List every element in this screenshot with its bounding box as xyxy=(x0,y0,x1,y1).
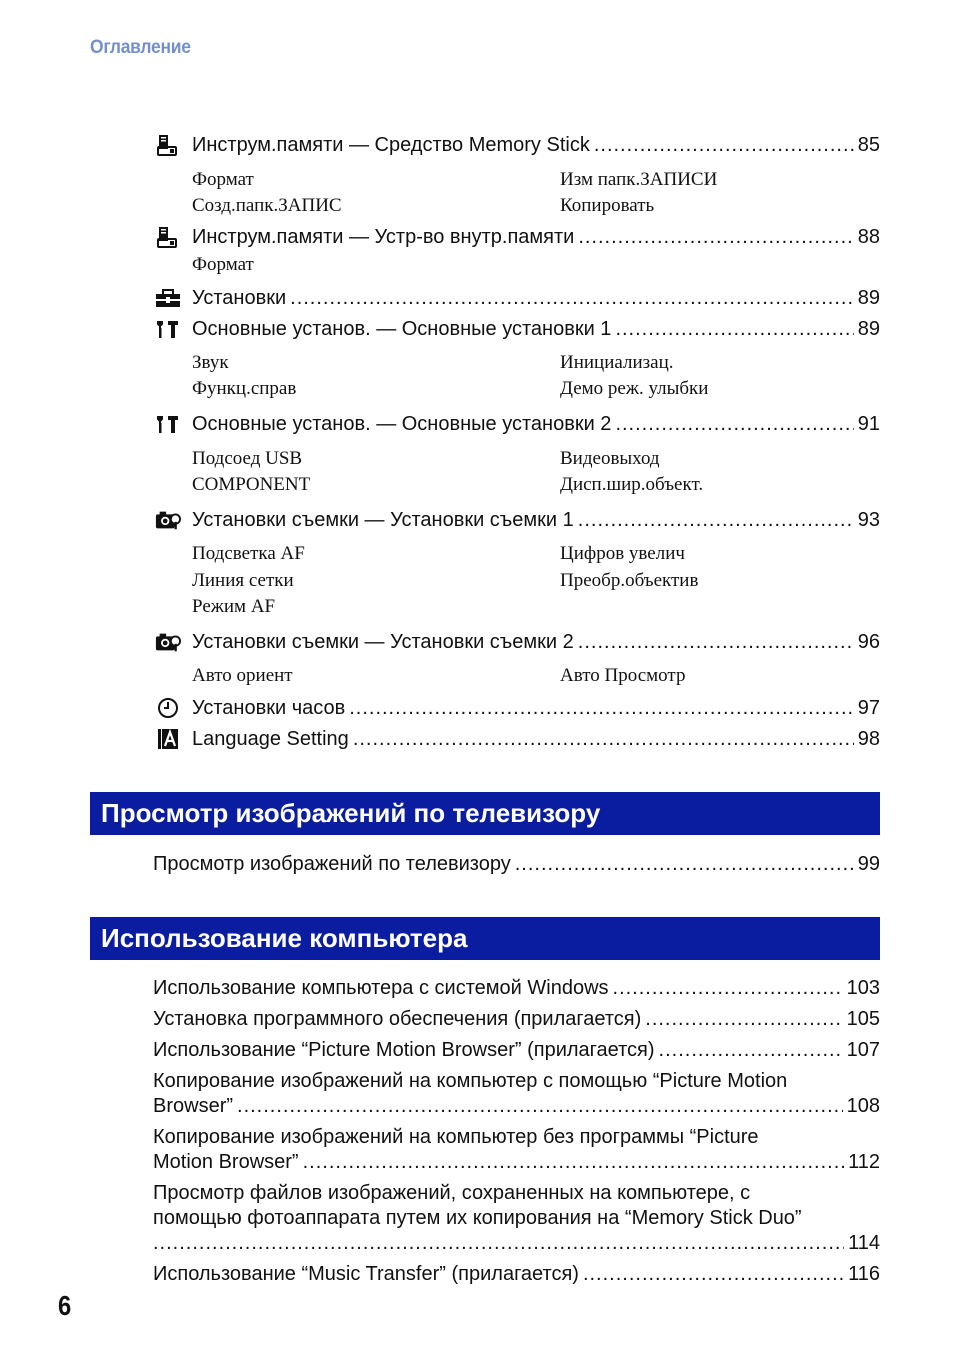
toc-entry-page: 96 xyxy=(857,631,880,653)
dot-leader xyxy=(659,1038,843,1062)
dot-leader xyxy=(349,696,854,720)
section-title-pc: Использование компьютера xyxy=(90,917,880,960)
toc-entry-page: 85 xyxy=(857,134,880,156)
subitem: Формат xyxy=(192,254,254,275)
dot-leader xyxy=(645,1007,842,1031)
toc-entry-label: Установки съемки — Установки съемки 1 xyxy=(192,509,574,531)
subitem: Копировать xyxy=(560,195,655,216)
camera-settings-icon xyxy=(155,630,181,654)
toc-entry[interactable] xyxy=(192,286,880,310)
subitem: Изм папк.ЗАПИСИ xyxy=(560,169,718,190)
toolbox-icon xyxy=(155,286,181,310)
internal-memory-tool-icon xyxy=(155,225,181,249)
header-title: Оглавление xyxy=(90,37,191,58)
page-number: 6 xyxy=(58,1290,72,1321)
toc-entry[interactable] xyxy=(192,696,880,720)
toc-entry-page: 116 xyxy=(848,1263,880,1285)
subitem: Цифров увелич xyxy=(560,543,685,564)
toc-entry-label: Инструм.памяти — Устр-во внутр.памяти xyxy=(192,226,575,248)
toc-entry[interactable] xyxy=(192,317,880,341)
toc-entry-page: 105 xyxy=(846,1008,880,1030)
subitem: Созд.папк.ЗАПИС xyxy=(192,195,342,216)
toc-entry-page: 112 xyxy=(848,1151,880,1173)
dot-leader xyxy=(615,317,853,341)
toc-entry-label: Установки часов xyxy=(192,697,346,719)
toc-entry-label: Motion Browser” xyxy=(153,1151,299,1173)
dot-leader xyxy=(303,1150,845,1174)
dot-leader xyxy=(615,412,853,436)
toc-entry-page: 107 xyxy=(846,1039,880,1061)
section-title-tv: Просмотр изображений по телевизору xyxy=(90,792,880,835)
toc-entry[interactable] xyxy=(192,630,880,654)
subitem: Демо реж. улыбки xyxy=(560,378,709,399)
toc-entry-label: Использование “Picture Motion Browser” (прилагается) xyxy=(153,1039,655,1061)
toc-entry[interactable] xyxy=(192,225,880,249)
dot-leader xyxy=(353,727,854,751)
toc-entry-page: 98 xyxy=(857,728,880,750)
subitem: Функц.справ xyxy=(192,378,297,399)
toc-entry-label: Использование “Music Transfer” (прилагается) xyxy=(153,1263,579,1285)
dot-leader xyxy=(613,976,843,1000)
toc-entry-page: 91 xyxy=(857,413,880,435)
subitem: Авто ориент xyxy=(192,665,293,686)
toc-entry[interactable] xyxy=(153,1038,880,1062)
language-icon xyxy=(155,727,181,751)
toc-entry[interactable] xyxy=(192,133,880,157)
clock-icon xyxy=(155,696,181,720)
toc-entry[interactable] xyxy=(153,1094,880,1118)
dot-leader xyxy=(290,286,854,310)
toc-entry-label: Основные установ. — Основные установки 2 xyxy=(192,413,612,435)
toc-entry-label: Просмотр изображений по телевизору xyxy=(153,853,511,875)
toc-entry[interactable] xyxy=(153,852,880,876)
subitem: Подсоед USB xyxy=(192,448,303,469)
toc-entry[interactable] xyxy=(153,1231,880,1255)
subitem: Преобр.объектив xyxy=(560,570,699,591)
toc-entry-page: 89 xyxy=(857,287,880,309)
toc-entry-page: 108 xyxy=(846,1095,880,1117)
toc-entry-page: 114 xyxy=(848,1232,880,1254)
toc-entry-page: 93 xyxy=(857,509,880,531)
toc-entry-label: Установки xyxy=(192,287,287,309)
subitem: Линия сетки xyxy=(192,570,294,591)
dot-leader xyxy=(583,1262,844,1286)
dot-leader xyxy=(515,852,854,876)
memory-stick-tool-icon xyxy=(155,133,181,157)
subitem: Режим AF xyxy=(192,596,276,617)
toc-entry-label: Browser” xyxy=(153,1095,234,1117)
subitem: Подсветка AF xyxy=(192,543,305,564)
dot-leader xyxy=(237,1094,843,1118)
toc-entry[interactable] xyxy=(192,727,880,751)
toc-entry-label: Установки съемки — Установки съемки 2 xyxy=(192,631,574,653)
subitem: Формат xyxy=(192,169,254,190)
toc-entry[interactable] xyxy=(192,508,880,532)
toc-entry-label: Установка программного обеспечения (прилагается) xyxy=(153,1008,642,1030)
subitem: Авто Просмотр xyxy=(560,665,686,686)
toc-entry[interactable] xyxy=(192,412,880,436)
dot-leader xyxy=(578,630,854,654)
toc-entry-label-line[interactable]: Копирование изображений на компьютер с помощью “Picture Motion xyxy=(153,1070,788,1092)
toc-entry[interactable] xyxy=(153,1007,880,1031)
toc-entry-page: 97 xyxy=(857,697,880,719)
toc-entry[interactable] xyxy=(153,1150,880,1174)
main-settings-icon xyxy=(155,412,181,436)
dot-leader xyxy=(578,508,854,532)
toc-entry-page: 103 xyxy=(846,977,880,999)
toc-entry-page: 88 xyxy=(857,226,880,248)
toc-entry-page: 99 xyxy=(857,853,880,875)
dot-leader xyxy=(578,225,853,249)
toc-entry-label-line[interactable]: Просмотр файлов изображений, сохраненных на компьютере, с xyxy=(153,1182,751,1204)
main-settings-icon xyxy=(155,317,181,341)
subitem: Дисп.шир.объект. xyxy=(560,474,704,495)
camera-settings-icon xyxy=(155,508,181,532)
toc-entry-label-line[interactable]: Копирование изображений на компьютер без программы “Picture xyxy=(153,1126,759,1148)
subitem: Инициализац. xyxy=(560,352,674,373)
toc-entry[interactable] xyxy=(153,1262,880,1286)
toc-entry-label: Language Setting xyxy=(192,728,349,750)
toc-entry-label: Инструм.памяти — Средство Memory Stick xyxy=(192,134,590,156)
toc-entry-label: Основные установ. — Основные установки 1 xyxy=(192,318,612,340)
toc-entry-label-line[interactable]: помощью фотоаппарата путем их копирования на “Memory Stick Duo” xyxy=(153,1207,802,1229)
subitem: Звук xyxy=(192,352,229,373)
toc-entry[interactable] xyxy=(153,976,880,1000)
subitem: Видеовыход xyxy=(560,448,660,469)
toc-entry-page: 89 xyxy=(857,318,880,340)
toc-entry-label: Использование компьютера с системой Windows xyxy=(153,977,609,999)
dot-leader xyxy=(594,133,854,157)
subitem: COMPONENT xyxy=(192,474,311,495)
dot-leader xyxy=(153,1231,844,1255)
